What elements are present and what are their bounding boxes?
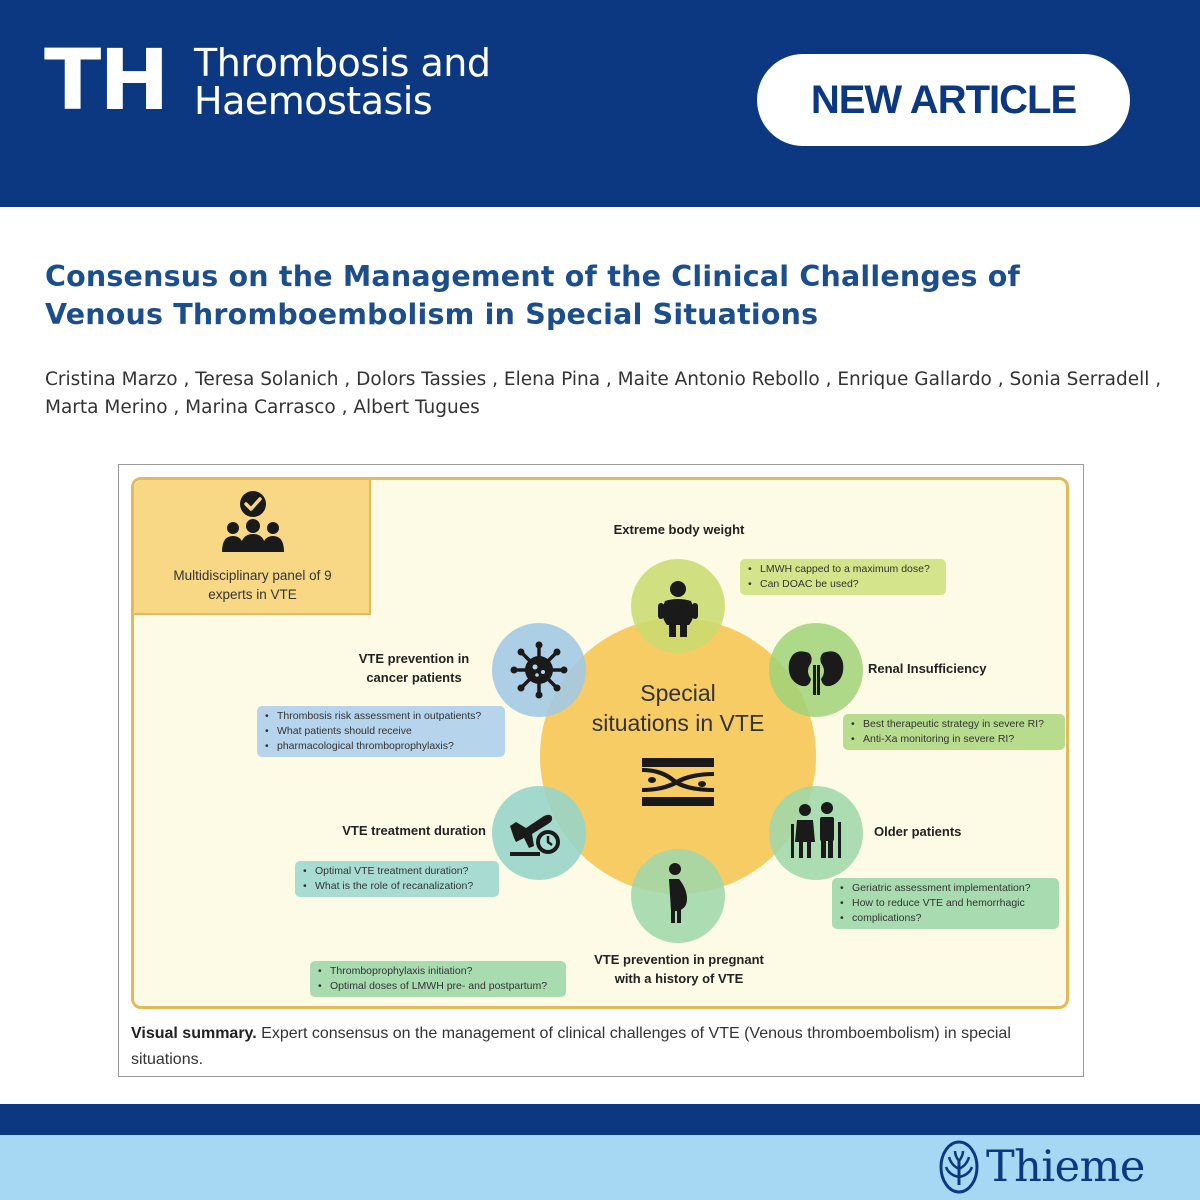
experts-line2: experts in VTE <box>208 587 297 602</box>
note-item: • Geriatric assessment implementation? <box>852 881 1051 896</box>
older-notes <box>832 878 1059 929</box>
article-authors: Cristina Marzo , Teresa Solanich , Dolors Tassies , Elena Pina , Maite Antonio Rebollo , Enrique Gallardo , Sonia Serradell , Marta Merino , Marina Carrasco , Albert Tugues <box>45 369 1162 418</box>
note-item: • Anti-Xa monitoring in severe RI? <box>863 732 1057 747</box>
older-bubble <box>769 786 863 880</box>
cancer-cell-icon <box>492 623 586 717</box>
note-item: • Optimal doses of LMWH pre- and postpartum? <box>330 979 558 994</box>
experts-label <box>134 566 371 604</box>
experts-box <box>134 480 371 615</box>
caption-bold: Visual summary. <box>131 1025 257 1042</box>
older-label: Older patients <box>874 824 962 839</box>
center-title-line2: situations in VTE <box>591 710 765 736</box>
renal-label: Renal Insufficiency <box>868 661 987 676</box>
cancer-bubble <box>492 623 586 717</box>
experts-line1: Multidisciplinary panel of 9 <box>173 568 332 583</box>
cancer-label-line1: VTE prevention in <box>358 651 470 666</box>
note-item: • pharmacological thromboprophylaxis? <box>277 739 497 754</box>
body-weight-bubble <box>631 559 725 653</box>
thieme-tree-icon <box>938 1139 980 1195</box>
note-item: • Thrombosis risk assessment in outpatients? <box>277 709 497 724</box>
elderly-couple-icon <box>769 786 863 880</box>
caption-text: Expert consensus on the management of clinical challenges of VTE (Venous thromboembolism) in special situations. <box>131 1025 1011 1068</box>
center-title-line1: Special <box>640 680 716 706</box>
new-article-badge: NEW ARTICLE <box>757 54 1130 146</box>
article-title-line2: Venous Thromboembolism in Special Situations <box>45 298 819 331</box>
airplane-clock-icon <box>492 786 586 880</box>
pregnant-label-line2: with a history of VTE <box>614 971 744 986</box>
note-item: • Best therapeutic strategy in severe RI? <box>863 717 1057 732</box>
article-title <box>45 258 1165 334</box>
note-item: • complications? <box>852 911 1051 926</box>
pregnant-notes <box>310 961 566 997</box>
renal-bubble <box>769 623 863 717</box>
journal-name-line2: Haemostasis <box>194 79 433 123</box>
journal-name <box>194 41 491 123</box>
header-banner <box>0 0 1200 207</box>
duration-bubble <box>492 786 586 880</box>
duration-notes <box>295 861 499 897</box>
footer-bar <box>0 1104 1200 1135</box>
pregnant-woman-icon <box>631 849 725 943</box>
visual-summary-figure <box>118 464 1084 1077</box>
body-weight-label: Extreme body weight <box>613 522 745 537</box>
pregnant-label-line1: VTE prevention in pregnant <box>594 952 764 967</box>
diagram-panel <box>131 477 1069 1009</box>
note-item: • What patients should receive <box>277 724 497 739</box>
journal-name-line1: Thrombosis and <box>194 41 491 85</box>
renal-notes <box>843 714 1065 750</box>
article-title-line1: Consensus on the Management of the Clinical Challenges of <box>45 260 1021 293</box>
note-item: • Can DOAC be used? <box>760 577 938 592</box>
blood-vessel-icon <box>642 758 714 806</box>
figure-caption <box>131 1021 1076 1073</box>
duration-label: VTE treatment duration <box>342 823 486 838</box>
cancer-label <box>344 649 484 687</box>
note-item: • LMWH capped to a maximum dose? <box>760 562 938 577</box>
pregnant-bubble <box>631 849 725 943</box>
journal-logo-abbr: TH <box>44 31 168 129</box>
publisher-name: Thieme <box>986 1142 1145 1192</box>
obese-person-icon <box>631 559 725 653</box>
note-item: • How to reduce VTE and hemorrhagic <box>852 896 1051 911</box>
kidneys-icon <box>769 623 863 717</box>
note-item: • Optimal VTE treatment duration? <box>315 864 491 879</box>
note-item: • Thromboprophylaxis initiation? <box>330 964 558 979</box>
pregnant-label <box>574 950 784 988</box>
note-item: • What is the role of recanalization? <box>315 879 491 894</box>
cancer-notes <box>257 706 505 757</box>
cancer-label-line2: cancer patients <box>366 670 462 685</box>
body-weight-notes <box>740 559 946 595</box>
experts-group-icon <box>218 488 288 558</box>
